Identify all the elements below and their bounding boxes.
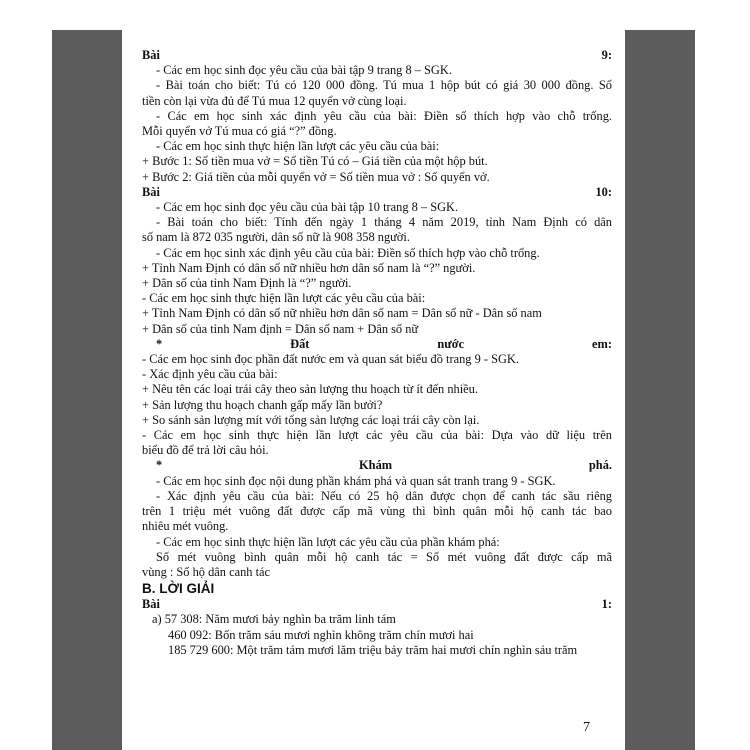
text-line: + So sánh sản lượng mít với tổng sản lượng các loại trái cây còn lại. <box>142 412 480 427</box>
exercise-heading: * Khám phá. <box>156 458 612 473</box>
exercise-heading: Bài 1: <box>142 597 612 612</box>
text-line: - Bài toán cho biết: Tú có 120 000 đồng. Tú mua 1 hộp bút có giá 30 000 đồng. Số <box>156 78 612 93</box>
text-line: + Dân số của tỉnh Nam Định là “?” người. <box>142 276 352 291</box>
text-line: - Các em học sinh thực hiện lần lượt các yêu cầu của bài: <box>142 291 426 306</box>
exercise-heading: Bài 9: <box>142 48 612 62</box>
text-line: - Bài toán cho biết: Tính đến ngày 1 tháng 4 năm 2019, tỉnh Nam Định có dân <box>156 215 612 230</box>
text-line: - Các em học sinh đọc phần đất nước em và quan sát biểu đồ trang 9 - SGK. <box>142 352 519 367</box>
text-line: + Bước 1: Số tiền mua vở = Số tiền Tú có – Giá tiền của một hộp bút. <box>142 154 488 169</box>
section-heading: B. LỜI GIẢI <box>142 581 215 597</box>
text-line: - Các em học sinh đọc yêu cầu của bài tập 10 trang 8 – SGK. <box>156 200 459 215</box>
text-line: - Các em học sinh xác định yêu cầu của bài: Điền số thích hợp vào chỗ trống. <box>156 108 612 123</box>
text-line: vùng : Số hộ dân canh tác <box>142 564 271 579</box>
document-page <box>122 30 625 750</box>
text-line: nhiêu mét vuông. <box>142 519 229 534</box>
text-line: - Các em học sinh đọc nội dung phần khám phá và quan sát tranh trang 9 - SGK. <box>156 473 556 488</box>
exercise-heading: * Đất nước em: <box>156 336 612 351</box>
left-dark-border <box>52 30 122 750</box>
text-line: tiền còn lại vừa đủ để Tú mua 12 quyển vở cùng loại. <box>142 93 407 108</box>
text-line: số nam là 872 035 người, dân số nữ là 908 358 người. <box>142 230 410 245</box>
text-line: + Nêu tên các loại trái cây theo sản lượng thu hoạch từ ít đến nhiều. <box>142 382 478 397</box>
right-dark-border <box>625 30 695 750</box>
text-line: Mỗi quyển vở Tú mua có giá “?” đồng. <box>142 124 337 139</box>
text-line: + Tỉnh Nam Định có dân số nữ nhiều hơn dân số nam là “?” người. <box>142 260 476 275</box>
page-number: 7 <box>583 720 590 735</box>
text-line: - Các em học sinh thực hiện lần lượt các yêu cầu của phần khám phá: <box>156 534 500 549</box>
text-line: + Tỉnh Nam Định có dân số nữ nhiều hơn dân số nam = Dân số nữ - Dân số nam <box>142 306 542 321</box>
text-line: - Xác định yêu cầu của bài: <box>142 367 278 382</box>
text-line: biểu đồ để trả lời câu hỏi. <box>142 443 269 458</box>
text-line: - Các em học sinh đọc yêu cầu của bài tập 9 trang 8 – SGK. <box>156 63 452 78</box>
text-line: + Sản lượng thu hoạch chanh gấp mấy lần bưởi? <box>142 397 383 412</box>
text-line: - Các em học sinh thực hiện lần lượt các yêu cầu của bài: <box>156 139 440 154</box>
text-line: - Các em học sinh xác định yêu cầu của bài: Điền số thích hợp vào chỗ trống. <box>156 245 540 260</box>
text-line: trên 1 triệu mét vuông đất được cấp mã vùng thì bình quân mỗi hộ canh tác bao <box>142 504 612 519</box>
text-line: Số mét vuông bình quân mỗi hộ canh tác = Số mét vuông đất được cấp mã <box>156 549 612 564</box>
exercise-heading: Bài 10: <box>142 184 612 199</box>
text-line: + Bước 2: Giá tiền của mỗi quyển vở = Số tiền mua vở : Số quyển vở. <box>142 169 490 184</box>
text-line: a) 57 308: Năm mươi bảy nghìn ba trăm linh tám <box>152 612 396 627</box>
text-line: 185 729 600: Một trăm tám mươi lăm triệu bảy trăm hai mươi chín nghìn sáu trăm <box>168 642 578 657</box>
text-line: - Xác định yêu cầu của bài: Nếu có 25 hộ dân được chọn để canh tác sầu riêng <box>156 488 612 503</box>
text-line: 460 092: Bốn trăm sáu mươi nghìn không trăm chín mươi hai <box>168 627 474 642</box>
page-content <box>142 48 612 658</box>
text-line: - Các em học sinh thực hiện lần lượt các yêu cầu của bài: Dựa vào dữ liệu trên <box>142 428 612 443</box>
text-line: + Dân số của tỉnh Nam định = Dân số nam + Dân số nữ <box>142 321 419 336</box>
